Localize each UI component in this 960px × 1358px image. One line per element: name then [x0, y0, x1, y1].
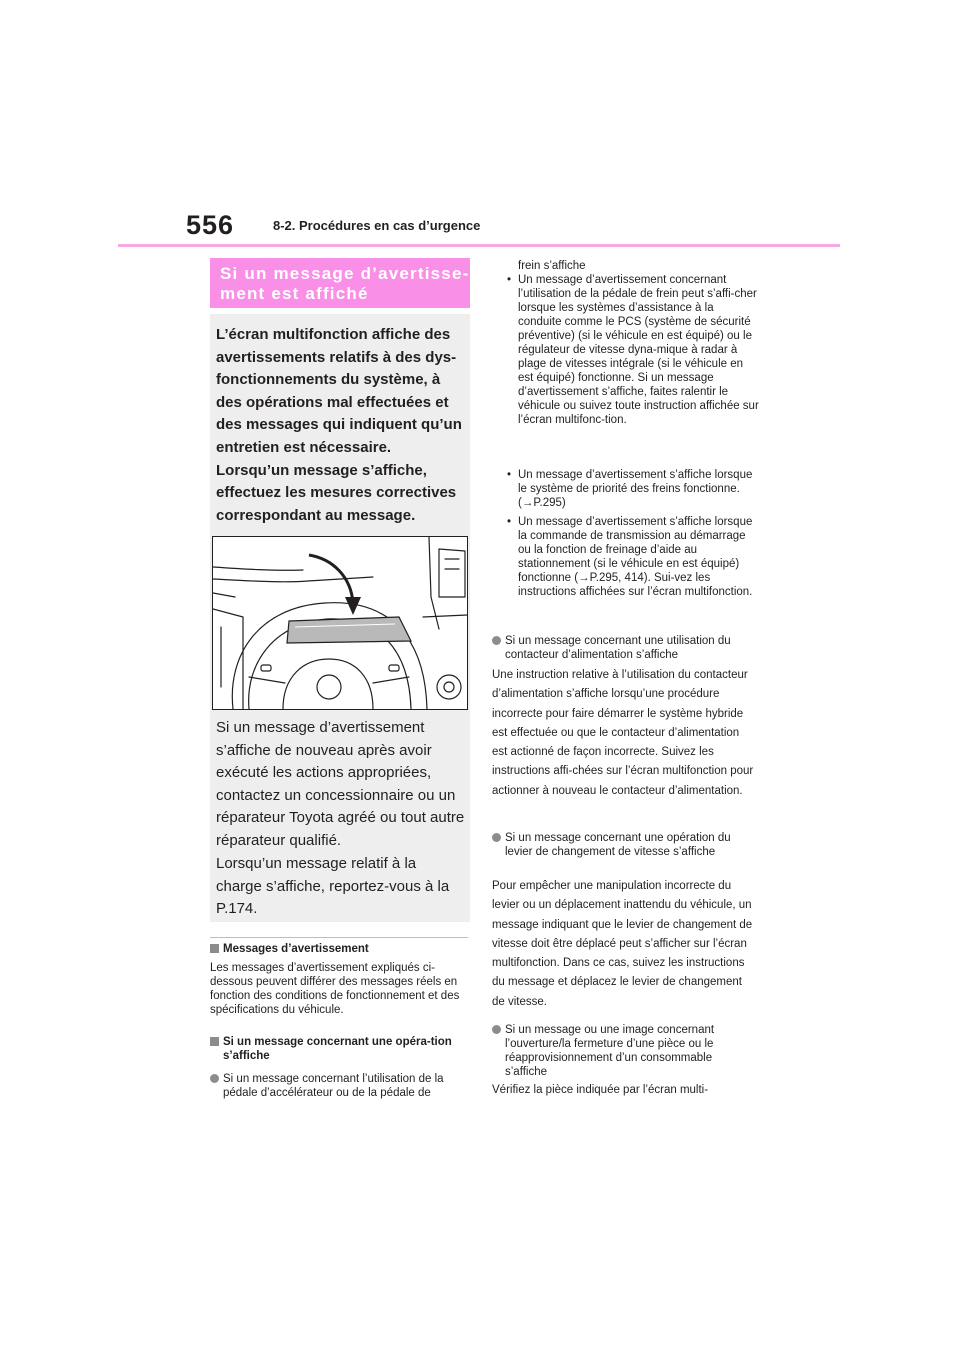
- bullet-consumable-text: Si un message ou une image concernant l’ouverture/la fermeture d’une pièce ou le réapprovisionnement d’un consommable s’affiche: [505, 1024, 715, 1078]
- bullet-accelerator-text: Si un message concernant l’utilisation de la pédale d’accélérateur ou de la pédale de: [223, 1073, 444, 1099]
- power-switch-paragraph: Une instruction relative à l’utilisation du contacteur d’alimentation s’affiche lorsqu’une procédure incorrecte pour faire démarrer le système hybride est effectuée ou que le contacteur d’alimentation est actionné de façon incorrecte. Suivez les instructions affi-chées sur l’écran multifonction pour actionner à nouveau le contacteur d’alimentation.: [492, 669, 754, 797]
- dash-mark: •: [507, 274, 512, 286]
- info-box-paragraph-1: Si un message d’avertissement s’affiche de nouveau après avoir exécuté les actions appropriées, contactez un concessionnaire ou un réparateur Toyota agréé ou tout autre réparateur qualifié.: [216, 719, 465, 849]
- cockpit-illustration: [212, 536, 468, 710]
- dash-item-1-text: Un message d’avertissement concernant l’utilisation de la pédale de frein peut s’affi-cher lorsque les systèmes d’assistance à la conduite comme le PCS (système de sécurité préventive) (si le véhicule en est équipé) ou le régulateur de vitesse dyna-mique à radar à plage de vitesses intégrale (si le véhicule en est équipé) fonctionne. Si un message d’avertissement s’affiche, faites ralentir le véhicule ou suivez toute instruction affichée sur l’écran multifonc-tion.: [518, 274, 759, 426]
- info-box: [210, 314, 470, 922]
- heading-messages: [210, 942, 481, 956]
- page-number: 556: [186, 210, 235, 240]
- dash-mark: •: [507, 516, 512, 528]
- dash-item-3-text: Un message d’avertissement s’affiche lorsque la commande de transmission au démarrage ou la fonction de freinage d’aide au stationnement (si le véhicule en est équipé) fonctionne (→P.295, 414). Sui-vez les instructions affichées sur l’écran multifonction.: [518, 516, 753, 598]
- info-box-paragraph-2: Lorsqu’un message relatif à la charge s’affiche, reportez-vous à la P.174.: [216, 855, 450, 918]
- shift-lever-paragraph: Pour empêcher une manipulation incorrecte du levier ou un déplacement inattendu du véhicule, un message indiquant que le levier de changement de vitesse doit être déplacé peut s’afficher sur l’écran multifonction. Dans ce cas, suivez les instructions du message et déplacez le levier de changement de vitesse.: [492, 880, 753, 1008]
- heading-operation: [210, 1035, 468, 1063]
- round-bullet-icon: [492, 1025, 501, 1034]
- bullet-power-switch: [492, 634, 755, 662]
- header-rule: [118, 244, 840, 247]
- dash-item-1: [507, 273, 760, 427]
- highlight-box-title: Si un message d’avertisse-ment est affiché: [220, 264, 470, 303]
- section-title: 8-2. Procédures en cas d’urgence: [273, 218, 481, 233]
- dash-mark: •: [507, 469, 512, 481]
- highlight-box: [210, 258, 470, 308]
- bullet-shift-lever-text: Si un message concernant une opération du levier de changement de vitesse s’affiche: [505, 832, 731, 858]
- bullet-consumable: [492, 1023, 755, 1079]
- bullet-power-switch-text: Si un message concernant une utilisation du contacteur d’alimentation s’affiche: [505, 635, 731, 661]
- dash-item-2-text: Un message d’avertissement s’affiche lorsque le système de priorité des freins fonctionne. (→P.295): [518, 469, 753, 509]
- consumable-paragraph: Vérifiez la pièce indiquée par l’écran multi-: [492, 1084, 709, 1096]
- bullet-accelerator: [210, 1072, 470, 1100]
- round-bullet-icon: [492, 833, 501, 842]
- continued-text: frein s’affiche: [518, 260, 586, 272]
- heading-messages-text: Messages d’avertissement: [223, 943, 369, 955]
- square-bullet-icon: [210, 1037, 219, 1046]
- dash-item-3: [507, 515, 760, 599]
- square-bullet-icon: [210, 944, 219, 953]
- heading-operation-text: Si un message concernant une opéra-tion s’affiche: [223, 1036, 452, 1062]
- dash-item-2: [507, 468, 760, 510]
- round-bullet-icon: [210, 1074, 219, 1083]
- round-bullet-icon: [492, 636, 501, 645]
- section-divider: [210, 937, 468, 938]
- bullet-shift-lever: [492, 831, 750, 859]
- messages-paragraph: Les messages d’avertissement expliqués ci-dessous peuvent différer des messages réels en fonction des conditions de fonctionnement et des spécifications du véhicule.: [210, 962, 460, 1016]
- info-box-intro: L’écran multifonction affiche des avertissements relatifs à des dys-fonctionnements du système, à des opérations mal effectuées et des messages qui indiquent qu’un entretien est nécessaire. Lorsqu’un message s’affiche, effectuez les mesures correctives correspondant au message.: [216, 326, 462, 524]
